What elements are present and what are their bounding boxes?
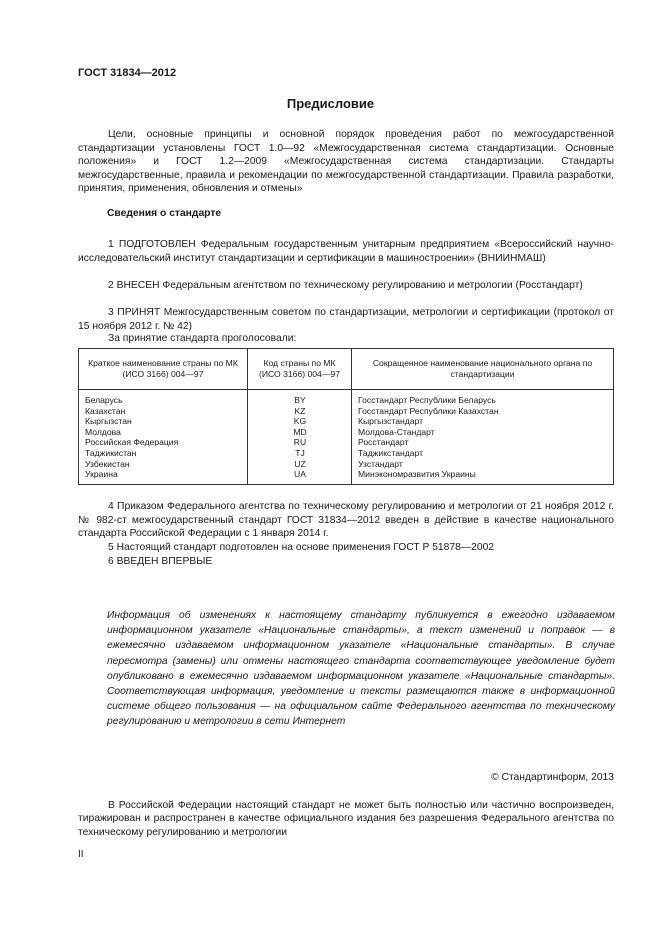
reproduction-notice-text: В Российской Федерации настоящий стандарт не может быть полностью или частично воспроизведен, тиражирован и распространен в качестве официального издания без разрешения Федерального агентства по техническому регулированию и метрологии (78, 800, 614, 838)
section-title: Сведения о стандарте (107, 208, 222, 219)
org-column (352, 390, 614, 485)
intro-paragraph (78, 128, 614, 196)
code-cell: KG (293, 416, 307, 427)
code-cell: BY (294, 395, 306, 405)
reproduction-notice (78, 799, 614, 839)
copyright: © Стандартинформ, 2013 (491, 772, 614, 783)
country-cell: Беларусь (85, 395, 123, 405)
code-cell: UZ (294, 458, 306, 469)
page-number: II (78, 849, 84, 860)
item-5-text: 5 Настоящий стандарт подготовлен на основе применения ГОСТ Р 51878—2002 (108, 542, 495, 553)
item-1 (78, 238, 614, 265)
item-6 (78, 555, 614, 569)
org-cell: Госстандарт Республики Беларусь (358, 395, 496, 405)
country-cell: Казахстан (85, 405, 126, 416)
item-3-text: 3 ПРИНЯТ Межгосударственным советом по стандартизации, метрологии и сертификации (протокол от 15 ноября 2012 г. № 42) (78, 307, 614, 332)
table-body-row (79, 390, 614, 485)
item-4 (78, 500, 614, 541)
country-cell: Узбекистан (85, 458, 130, 469)
header-country: Краткое наименование страны по МК (ИСО 3166) 004—97 (79, 349, 248, 390)
standard-code-header: ГОСТ 31834—2012 (78, 67, 177, 79)
table-header-row (79, 349, 614, 390)
item-4-text: 4 Приказом Федерального агентства по техническому регулированию и метрологии от 21 ноября 2012 г. № 982-ст межгосударственный стандарт ГОСТ 31834—2012 введен в действие в качестве национального стандарта Российской Федерации с 1 января 2014 г. (78, 501, 614, 540)
org-cell: Молдова-Стандарт (358, 426, 435, 437)
country-cell: Украина (85, 469, 118, 480)
country-cell: Кыргызстан (85, 416, 132, 427)
org-cell: Кыргызстандарт (358, 416, 424, 427)
org-cell: Госстандарт Республики Казахстан (358, 405, 499, 416)
code-cell: RU (293, 437, 307, 448)
vote-intro-text: За принятие стандарта проголосовали: (108, 333, 297, 344)
page-title: Предисловие (286, 96, 375, 111)
vote-intro (78, 332, 614, 346)
intro-text: Цели, основные принципы и основной порядок проведения работ по межгосударственной стандартизации установлены ГОСТ 1.0—92 «Межгосударственная система стандартизации. Основные положения» и ГОСТ 1.2—2009 «Межгосударственная система стандартизации. Стандарты межгосударственные, правила и рекомендации по межгосударственной стандартизации. Правила разработки, принятия, применения, обновления и отмены» (78, 129, 614, 195)
country-cell: Таджикистан (85, 447, 137, 458)
item-1-text: 1 ПОДГОТОВЛЕН Федеральным государственным унитарным предприятием «Всероссийский научно-исследовательский институт стандартизации и сертификации в машиностроении» (ВНИИНМАШ) (78, 239, 614, 264)
item-6-text: 6 ВВЕДЕН ВПЕРВЫЕ (108, 556, 213, 567)
code-cell: TJ (295, 447, 305, 458)
code-cell: KZ (294, 405, 306, 416)
org-cell: Минэкономразвития Украины (358, 469, 476, 480)
item-5 (78, 541, 614, 555)
code-column (248, 390, 352, 485)
code-cell: MD (293, 426, 307, 437)
header-org: Сокращенное наименование национального органа по стандартизации (352, 349, 614, 390)
org-cell: Таджикстандарт (358, 447, 424, 458)
country-column (79, 390, 248, 485)
info-notice: Информация об изменениях к настоящему стандарту публикуется в ежегодно издаваемом информационном указателе «Национальные стандарты», а текст изменений и поправок — в ежемесячно издаваемом информационном указателе «Национальные стандарты». В случае пересмотра (замены) или отмены настоящего стандарта соответствующее уведомление будет опубликовано в ежемесячно издаваемом информационном указателе «Национальные стандарты». Соответствующая информация, уведомление и тексты размещаются также в информационной системе общего пользования — на официальном сайте Федерального агентства по техническому регулированию и метрологии в сети Интернет (107, 610, 615, 728)
header-code: Код страны по МК (ИСО 3166) 004—97 (248, 349, 352, 390)
org-cell: Узстандарт (358, 458, 403, 469)
item-2-text: 2 ВНЕСЕН Федеральным агентством по техническому регулированию и метрологии (Росстандарт) (108, 280, 583, 291)
country-cell: Молдова (85, 426, 121, 437)
item-3 (78, 306, 614, 333)
org-cell: Росстандарт (358, 437, 409, 448)
country-cell: Российская Федерация (85, 437, 179, 448)
code-cell: UA (294, 469, 306, 480)
item-2 (78, 279, 614, 293)
agreement-table (78, 348, 614, 485)
